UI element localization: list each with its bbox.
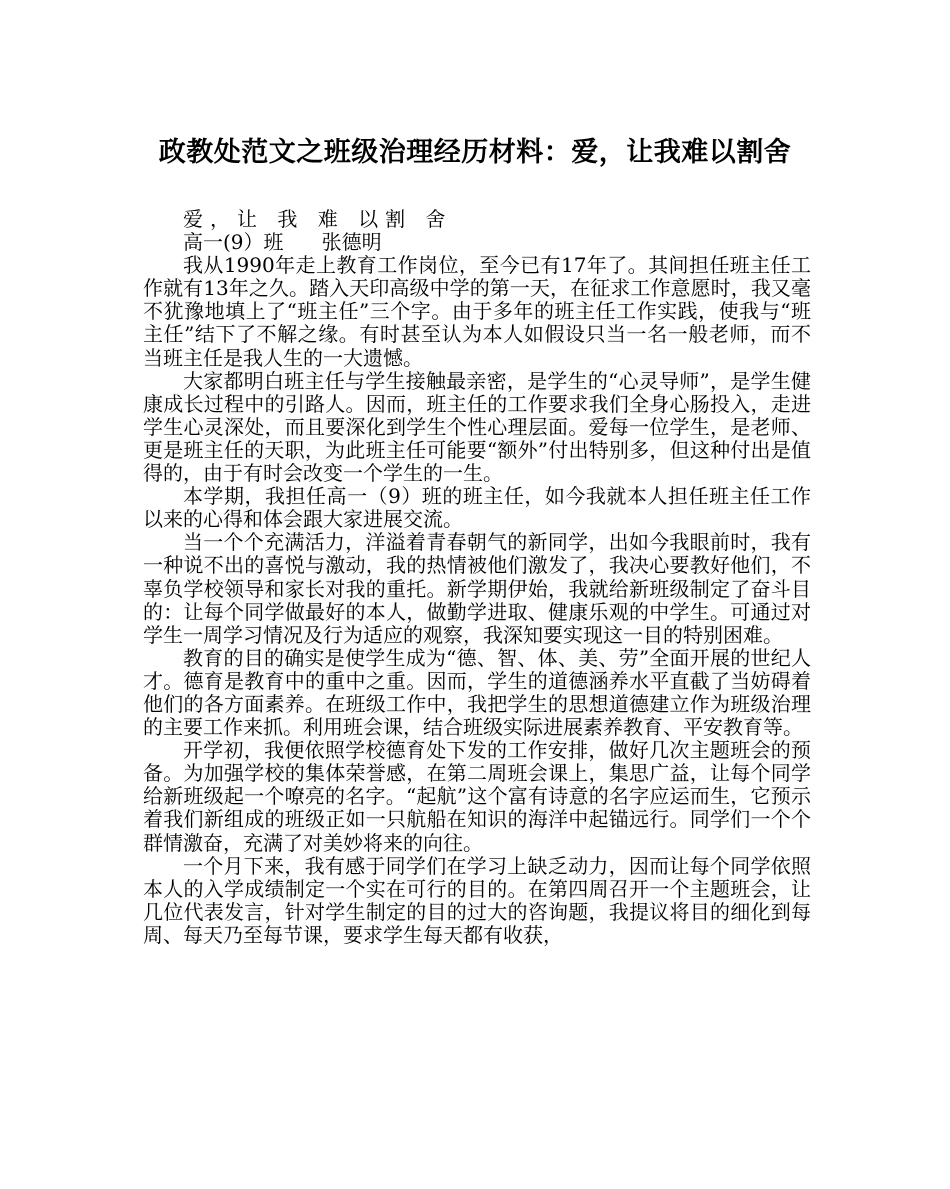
paragraph: 开学初，我便依照学校德育处下发的工作安排，做好几次主题班会的预备。为加强学校的集体荣誉感，在第二周班会课上，集思广益，让每个同学给新班级起一个嘹亮的名字。“起航”这个富有诗意的名字应运而生，它预示着我们新组成的班级正如一只航船在知识的海洋中起锚远行。同学们一个个群情激奋，充满了对美妙将来的向往。 xyxy=(143,738,811,855)
document-subtitle: 爱，让 我 难 以割 舍 xyxy=(183,207,453,231)
document-byline: 高一(9）班 张德明 xyxy=(183,230,382,255)
paragraph: 当一个个充满活力，洋溢着青春朝气的新同学，出如今我眼前时，我有一种说不出的喜悦与激动，我的热情被他们激发了，我决心要教好他们，不辜负学校领导和家长对我的重托。新学期伊始，我就给新班级制定了奋斗目的：让每个同学做最好的本人，做勤学进取、健康乐观的中学生。可通过对学生一周学习情况及行为适应的观察，我深知要实现这一目的特别困难。 xyxy=(143,530,811,647)
document-body xyxy=(143,208,811,947)
paragraph: 一个月下来，我有感于同学们在学习上缺乏动力，因而让每个同学依照本人的入学成绩制定一个实在可行的目的。在第四周召开一个主题班会，让几位代表发言，针对学生制定的目的过大的咨询题，我提议将目的细化到每周、每天乃至每节课，要求学生每天都有收获， xyxy=(143,853,811,947)
paragraph: 本学期，我担任高一（9）班的班主任，如今我就本人担任班主任工作以来的心得和体会跟大家进展交流。 xyxy=(143,484,811,532)
paragraph: 我从1990年走上教育工作岗位，至今已有17年了。其间担任班主任工作就有13年之久。踏入天印高级中学的第一天，在征求工作意愿时，我又毫不犹豫地填上了“班主任”三个字。由于多年的班主任工作实践，使我与“班主任”结下了不解之缘。有时甚至认为本人如假设只当一名一般老师，而不当班主任是我人生的一大遗憾。 xyxy=(143,253,811,370)
paragraph: 大家都明白班主任与学生接触最亲密，是学生的“心灵导师”，是学生健康成长过程中的引路人。因而，班主任的工作要求我们全身心肠投入，走进学生心灵深处，而且要深化到学生个性心理层面。爱每一位学生，是老师、更是班主任的天职，为此班主任可能要“额外”付出特别多，但这种付出是值得的，由于有时会改变一个学生的一生。 xyxy=(143,368,811,486)
paragraph: 教育的目的确实是使学生成为“德、智、体、美、劳”全面开展的世纪人才。德育是教育中的重中之重。因而，学生的道德涵养水平直截了当妨碍着他们的各方面素养。在班级工作中，我把学生的思想道德建立作为班级治理的主要工作来抓。利用班会课，结合班级实际进展素养教育、平安教育等。 xyxy=(143,645,811,740)
document-title: 政教处范文之班级治理经历材料：爱，让我难以割舍 xyxy=(158,137,792,168)
